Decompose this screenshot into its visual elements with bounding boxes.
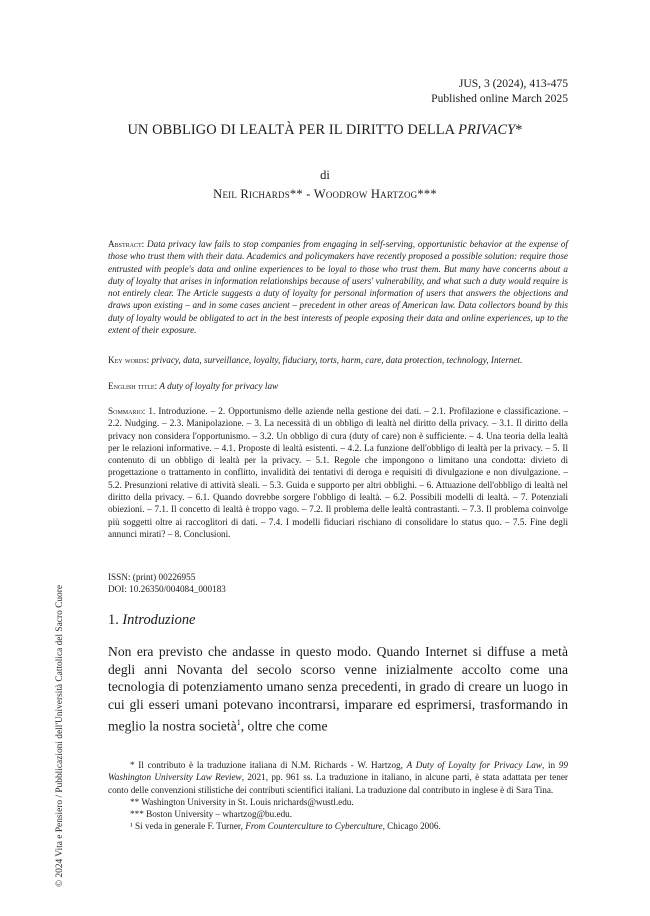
footnote-double-star: ** Washington University in St. Louis nrichards@wustl.edu. — [130, 796, 354, 807]
body-text: Non era previsto che andasse in questo modo. Quando Internet si diffuse a metà degli anni Novanta del secolo scorso venne inizialmente accolto come una tecnologia di potenziamento umano senza precedenti, in grado di creare un luogo in cui gli esseri umani potevano incontrarsi, imparare ed esprimersi, trasformando in meglio la nostra società — [108, 644, 568, 734]
english-title-text: A duty of loyalty for privacy law — [159, 381, 279, 391]
abstract-label: Abstract: — [108, 239, 145, 249]
footnote-1-text: ¹ Si veda in generale F. Turner, — [130, 821, 246, 832]
abstract — [108, 238, 568, 336]
footnote-1-text-b: , Chicago 2006. — [382, 821, 441, 832]
title-footnote-mark: * — [515, 122, 523, 138]
section-heading — [108, 612, 195, 629]
body-text-tail: , oltre che come — [240, 718, 328, 734]
footnote-ref: 1 — [236, 717, 241, 727]
footnote-star-journal: 99 Washington University Law Review — [108, 760, 568, 783]
body-paragraph — [108, 643, 568, 735]
footnote-1-title: From Counterculture to Cyberculture — [245, 821, 383, 832]
footnotes — [108, 759, 568, 833]
footnote-triple-star: *** Boston University – whartzog@bu.edu. — [130, 809, 293, 820]
abstract-text: Data privacy law fails to stop companies from engaging in self-serving, opportunistic behavior at the expense of those who trust them with their data. Academics and policymakers have recently proposed a possible solution: require those entrusted with people's data and online experiences to be loyal to those who trust them. But many have concerns about a duty of loyalty that arises in information relationships because of users' vulnerability, and what such a duty would require is not entirely clear. The Article suggests a duty of loyalty for personal information of users that answers the objections and draws upon existing – and in some cases ancient – precedent in other areas of American law. Data collectors bound by this duty of loyalty would be obligated to act in the best interests of people exposing their data and online experiences, up to the extent of their exposure. — [108, 239, 568, 336]
footnote-star-text: * Il contributo è la traduzione italiana di N.M. Richards - W. Hartzog, — [130, 760, 407, 770]
title-italic: PRIVACY — [458, 122, 516, 138]
copyright-sidebar: © 2024 Vita e Pensiero / Pubblicazioni dell'Università Cattolica del Sacro Cuore — [55, 584, 65, 887]
footnote-star-title: A Duty of Loyalty for Privacy Law — [406, 760, 542, 770]
keywords-label: Key words: — [108, 355, 150, 365]
publication-date: Published online March 2025 — [431, 92, 568, 105]
article-title — [90, 122, 560, 139]
doi: DOI: 10.26350/004084_000183 — [108, 584, 226, 595]
keywords-text: privacy, data, surveillance, loyalty, fiduciary, torts, harm, care, data protection, technology, Internet. — [151, 355, 523, 365]
byline-di: di — [320, 168, 330, 182]
issn: ISSN: (print) 00226955 — [108, 572, 196, 582]
footnote-1 — [108, 820, 568, 832]
sommario-text: 1. Introduzione. – 2. Opportunismo delle aziende nella gestione dei dati. – 2.1. Profilazione e classificazione. – 2.2. Nudging. – 2.3. Manipolazione. – 3. La necessità di un obbligo di lealtà nel diritto della privacy. – 3.1. Il diritto della privacy non considera l'opportunismo. – 3.2. Un obbligo di cura (duty of care) non è sufficiente. – 4. Una teoria della lealtà per le relazioni informative. – 4.1. Proposte di lealtà esistenti. – 4.2. La funzione dell'obbligo di lealtà per la privacy. – 5. Il contenuto di un obbligo di lealtà per la privacy. – 5.1. Regole che impongono o limitano una condotta: divieto di progettazione o trattamento in conflitto, invalidità dei tentativi di deroga e requisiti di divulgazione e non divulgazione. – 5.2. Presunzioni relative di attività sleali. – 5.3. Guida e supporto per altri obblighi. – 6. Attuazione dell'obbligo di lealtà nel diritto della privacy. – 6.1. Quando dovrebbe sorgere l'obbligo di lealtà. – 6.2. Possibili modelli di lealtà. – 7. Potenziali obiezioni. – 7.1. Il concetto di lealtà è troppo vago. – 7.2. Il problema delle lealtà contrastanti. – 7.3. Il problema coinvolge più soggetti oltre ai raccoglitori di dati. – 7.4. I modelli fiduciari rischiano di consolidare lo status quo. – 7.5. Fine degli annunci mirati? – 8. Conclusioni. — [108, 406, 568, 539]
section-number: 1. — [108, 612, 123, 628]
sommario-label: Sommario: — [108, 406, 146, 416]
section-title: Introduzione — [122, 612, 196, 628]
english-title-label: English title: — [108, 381, 158, 391]
sommario — [108, 405, 568, 540]
identifiers — [108, 571, 226, 596]
footnote-star-text-c: , 2021, pp. 961 ss. La traduzione in italiano, in alcune parti, è stata adattata per tener conto delle convenzioni stilistiche dei contributi scientifici italiani. La traduzione dal contributo in inglese è di Sara Tina. — [108, 772, 568, 795]
running-header — [431, 76, 568, 106]
english-title — [108, 380, 568, 392]
keywords — [108, 354, 568, 366]
footnote-star — [108, 759, 568, 796]
title-main: UN OBBLIGO DI LEALTÀ PER IL DIRITTO DELLA — [127, 122, 459, 138]
footnote-star-text-b: , in — [541, 760, 559, 770]
authors: Neil Richards** - Woodrow Hartzog*** — [213, 187, 437, 201]
journal-citation: JUS, 3 (2024), 413-475 — [458, 77, 568, 90]
